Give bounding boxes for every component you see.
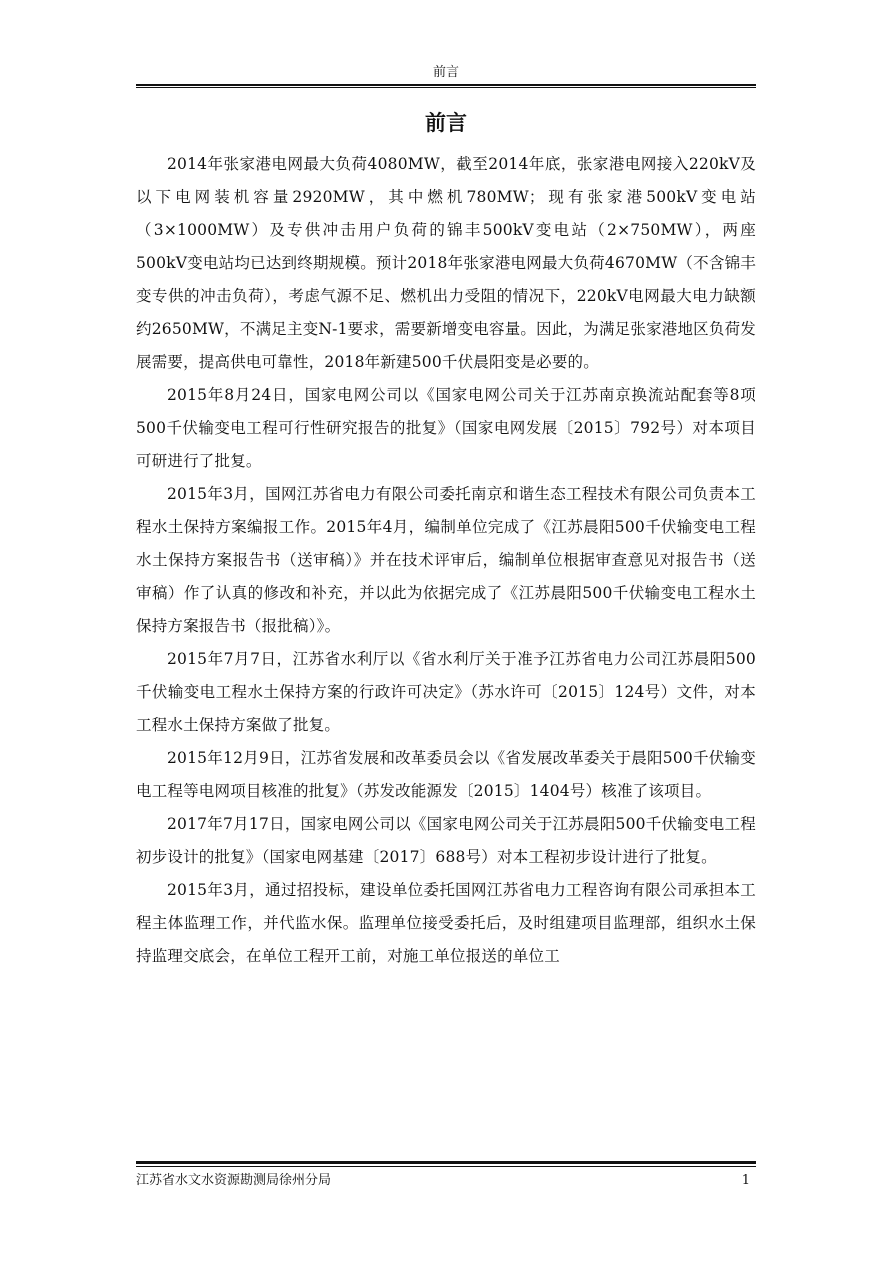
page-number: 1: [741, 1173, 750, 1188]
paragraph-4: 2015年7月7日，江苏省水利厅以《省水利厅关于准予江苏省电力公司江苏晨阳500千伏输变电工程水土保持方案的行政许可决定》（苏水许可〔2015〕124号）文件，对本工程水土保持方案做了批复。: [136, 650, 756, 734]
paragraph-2: 2015年8月24日，国家电网公司以《国家电网公司关于江苏南京换流站配套等8项500千伏输变电工程可行性研究报告的批复》（国家电网发展〔2015〕792号）对本项目可研进行了批复。: [136, 386, 756, 470]
paragraph-1: 2014年张家港电网最大负荷4080MW，截至2014年底，张家港电网接入220kV及以下电网装机容量2920MW，其中燃机780MW；现有张家港500kV变电站（3×1000MW）及专供冲击用户负荷的锦丰500kV变电站（2×750MW），两座500kV变电站均已达到终期规模。预计2018年张家港电网最大负荷4670MW（不含锦丰变专供的冲击负荷），考虑气源不足、燃机出力受阻的情况下，220kV电网最大电力缺额约2650MW，不满足主变N-1要求，需要新增变电容量。因此，为满足张家港地区负荷发展需要，提高供电可靠性，2018年新建500千伏晨阳变是必要的。: [136, 155, 756, 371]
paragraph-5: 2015年12月9日，江苏省发展和改革委员会以《省发展改革委关于晨阳500千伏输变电工程等电网项目核准的批复》（苏发改能源发〔2015〕1404号）核准了该项目。: [136, 749, 756, 800]
page-footer: [136, 1172, 756, 1190]
paragraph-7: 2015年3月，通过招投标，建设单位委托国网江苏省电力工程咨询有限公司承担本工程主体监理工作，并代监水保。监理单位接受委托后，及时组建项目监理部，组织水土保持监理交底会，在单位工程开工前，对施工单位报送的单位工: [136, 881, 756, 965]
header-rule: [136, 84, 756, 88]
running-header: 前言: [432, 65, 459, 80]
page-title: 前言: [425, 111, 467, 135]
paragraph-3: 2015年3月，国网江苏省电力有限公司委托南京和谐生态工程技术有限公司负责本工程水土保持方案编报工作。2015年4月，编制单位完成了《江苏晨阳500千伏输变电工程水土保持方案报告书（送审稿）》并在技术评审后，编制单位根据审查意见对报告书（送审稿）作了认真的修改和补充，并以此为依据完成了《江苏晨阳500千伏输变电工程水土保持方案报告书（报批稿）》。: [136, 485, 756, 635]
paragraph-6: 2017年7月17日，国家电网公司以《国家电网公司关于江苏晨阳500千伏输变电工程初步设计的批复》（国家电网基建〔2017〕688号）对本工程初步设计进行了批复。: [136, 815, 756, 866]
footer-rule: [136, 1161, 756, 1167]
footer-organization: 江苏省水文水资源勘测局徐州分局: [136, 1173, 332, 1188]
body-text: [136, 148, 756, 973]
